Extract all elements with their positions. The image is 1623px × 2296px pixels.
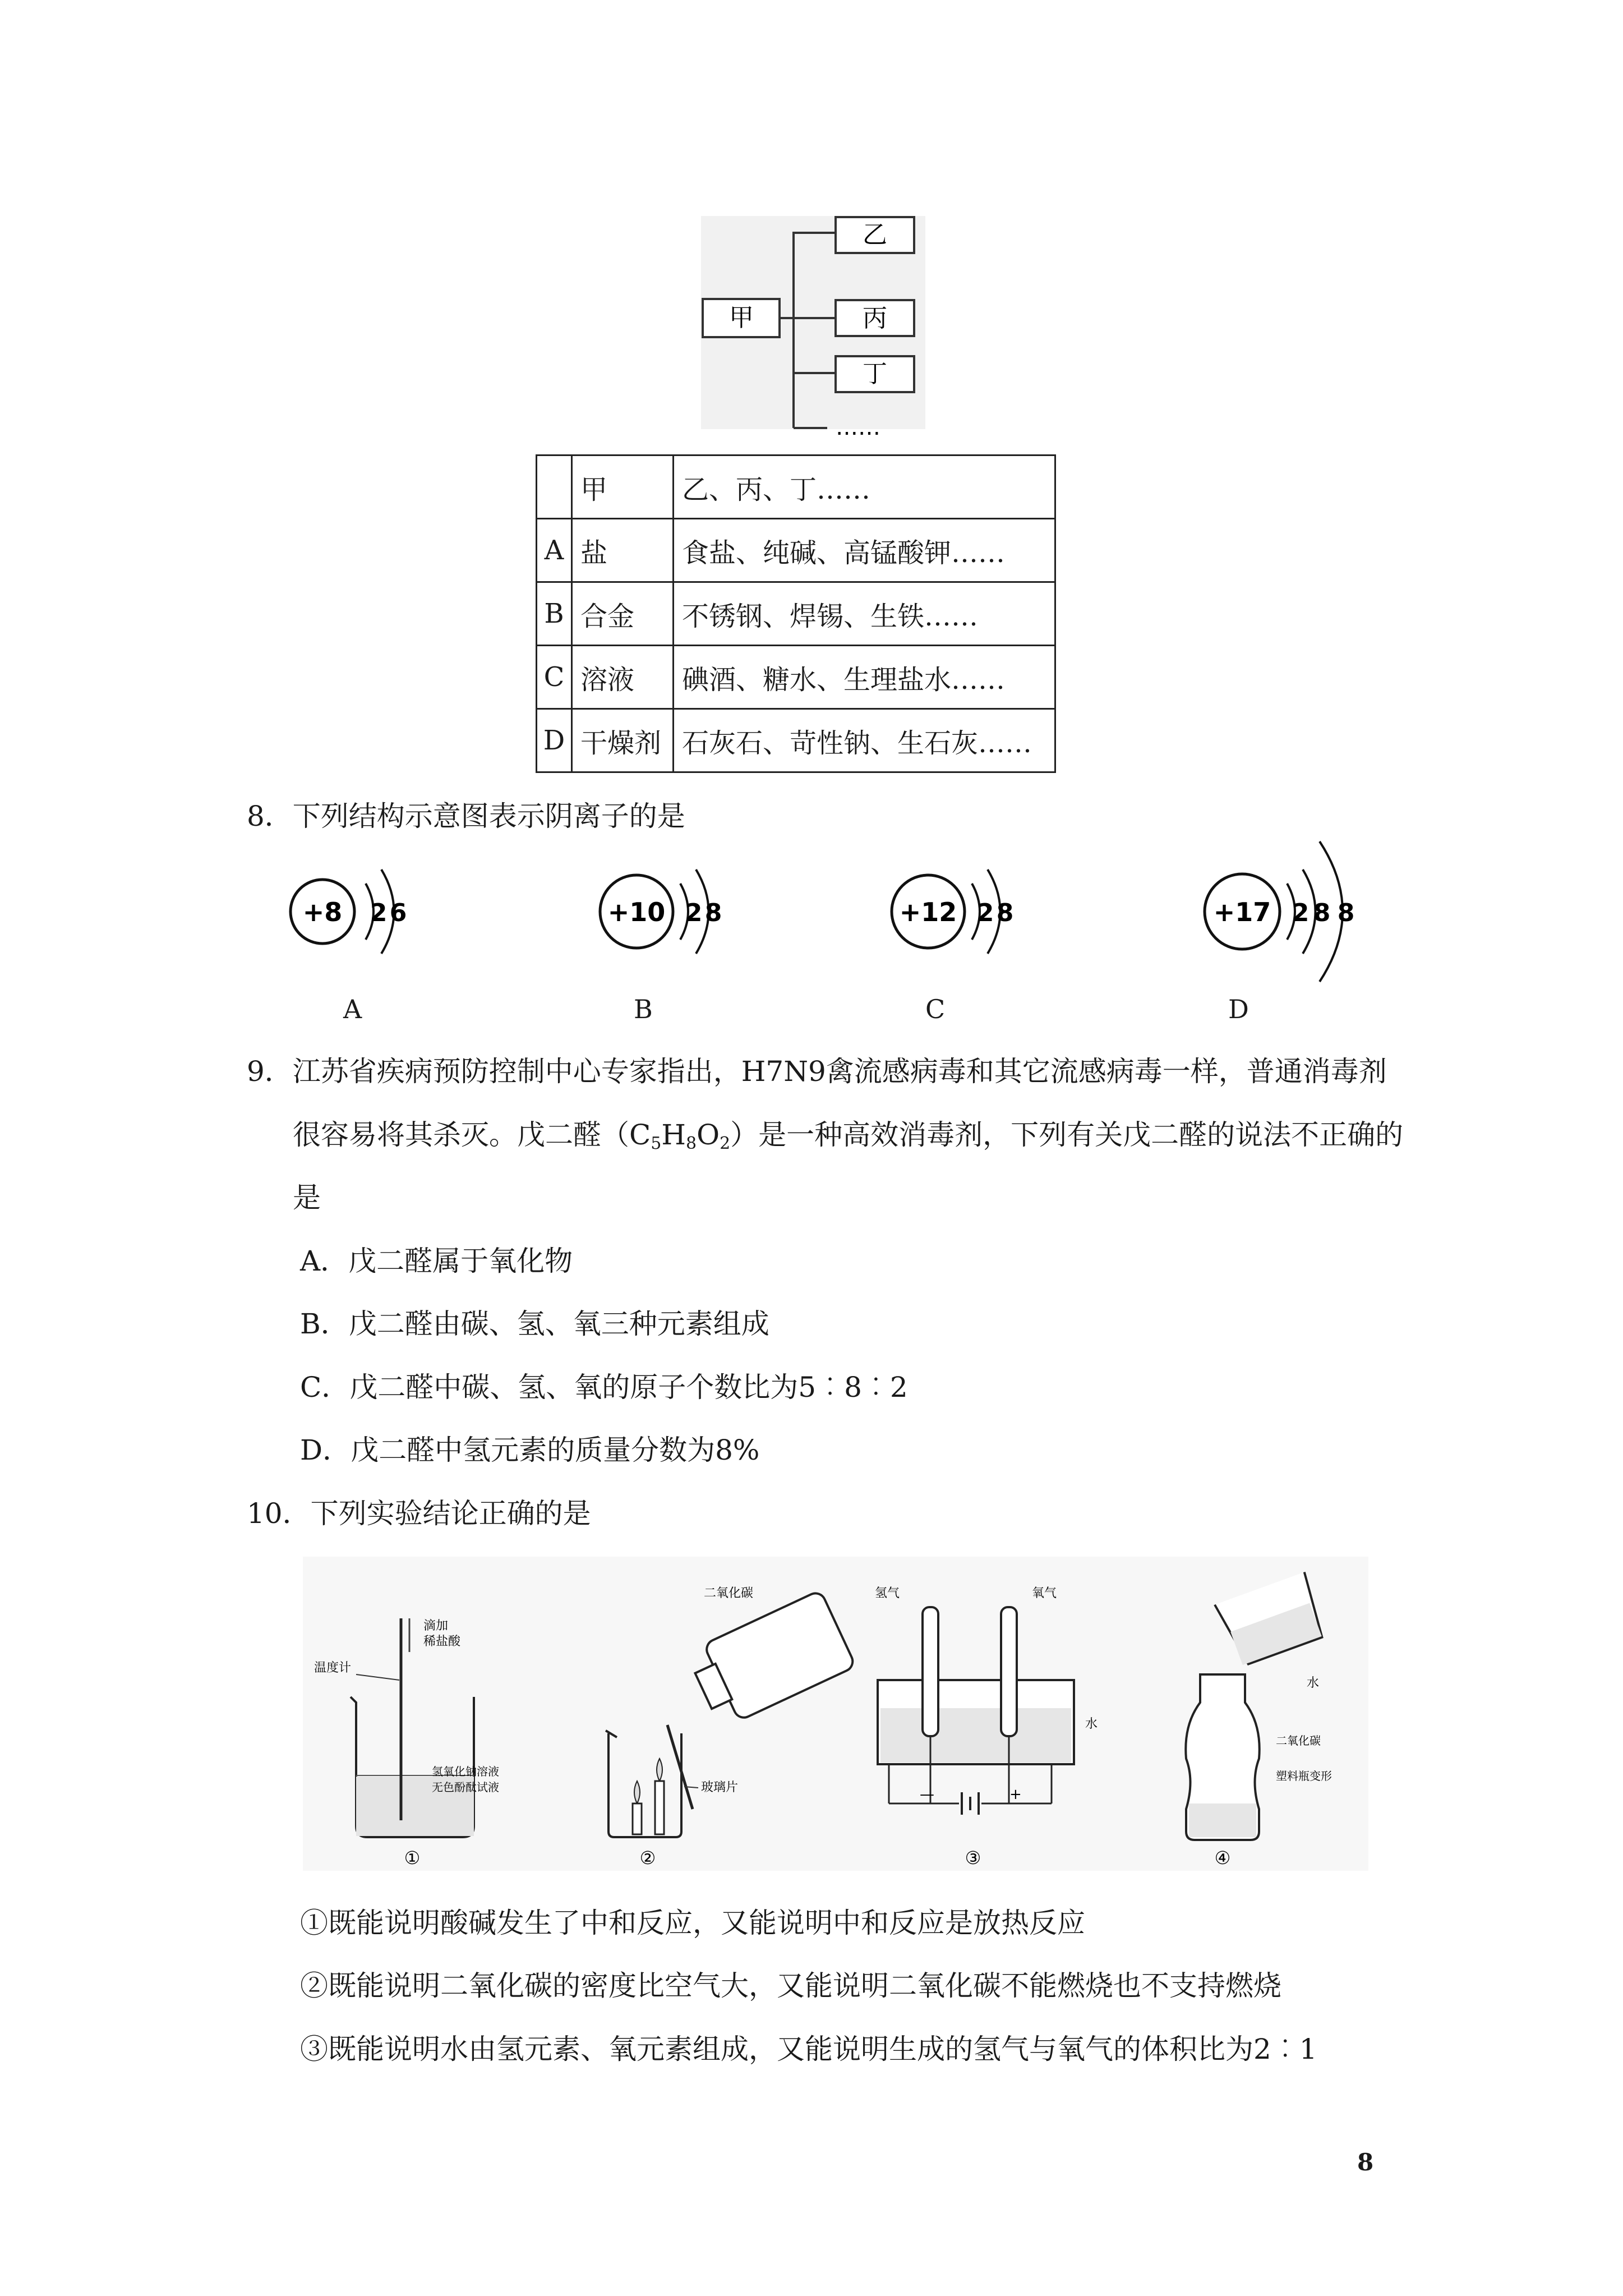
q9-stem-line2: 很容易将其杀灭。戊二醛$(C_5H_8O_2)$是一种高效消毒剂，下列有关戊二醛的说法不正确的 <box>293 1119 1404 1153</box>
svg-text:+: + <box>1009 1786 1022 1803</box>
table-cell: 碘酒、糖水、生理盐水…… <box>674 646 1055 709</box>
q8-option-d-diagram <box>1197 830 1382 995</box>
table-cell: D <box>537 709 572 772</box>
table-row <box>537 519 1055 582</box>
table-cell: 合金 <box>572 582 674 646</box>
tree-ellipsis: …… <box>836 415 880 440</box>
shell-count: 2 <box>976 899 994 927</box>
q8-option-c-diagram <box>883 841 1040 984</box>
q10-stem: 10．下列实验结论正确的是 <box>247 1497 591 1530</box>
table-header-row <box>537 455 1055 519</box>
svg-text:温度计: 温度计 <box>314 1661 352 1675</box>
q8-option-a-label: A <box>343 994 362 1024</box>
svg-text:塑料瓶变形: 塑料瓶变形 <box>1276 1769 1332 1783</box>
table-cell: 乙、丙、丁…… <box>674 455 1055 519</box>
shell-count: 2 <box>1292 899 1310 927</box>
shell-count: 6 <box>389 899 407 927</box>
nucleus-charge: +17 <box>1213 897 1271 927</box>
tree-root-label: 甲 <box>729 303 754 332</box>
svg-text:氧气: 氧气 <box>1032 1586 1057 1600</box>
figure-number: ④ <box>1214 1847 1231 1869</box>
page-number: 8 <box>1357 2148 1374 2176</box>
table-cell <box>537 455 572 519</box>
flame-icon <box>634 1781 640 1803</box>
flame-icon <box>657 1759 662 1781</box>
tree-child-label-2: 丙 <box>863 304 887 333</box>
table-cell: 甲 <box>572 455 674 519</box>
svg-text:氢气: 氢气 <box>875 1586 900 1600</box>
table-cell: 溶液 <box>572 646 674 709</box>
table-row <box>537 709 1055 772</box>
svg-text:水: 水 <box>1085 1717 1098 1731</box>
q8-stem: 8．下列结构示意图表示阴离子的是 <box>247 800 685 832</box>
nucleus-charge: +12 <box>899 897 957 927</box>
svg-text:稀盐酸: 稀盐酸 <box>423 1635 461 1649</box>
table-cell: A <box>537 519 572 582</box>
q10-statement-3: ③既能说明水由氢元素、氧元素组成，又能说明生成的氢气与氧气的体积比为2︰1 <box>300 2033 1317 2065</box>
svg-text:玻璃片: 玻璃片 <box>701 1780 739 1795</box>
svg-text:二氧化碳: 二氧化碳 <box>704 1586 754 1600</box>
svg-text:—: — <box>920 1786 934 1803</box>
shell-count: 2 <box>370 899 388 927</box>
svg-text:水: 水 <box>1307 1676 1320 1690</box>
nucleus-charge: +8 <box>302 897 343 927</box>
table-row <box>537 646 1055 709</box>
q9-option-a: A．戊二醛属于氧化物 <box>300 1245 573 1277</box>
q9-option-b: B．戊二醛由碳、氢、氧三种元素组成 <box>300 1308 769 1340</box>
shell-count: 2 <box>685 899 703 927</box>
shell-count: 8 <box>1337 899 1355 927</box>
table-cell: 不锈钢、焊锡、生铁…… <box>674 582 1055 646</box>
table-cell: 石灰石、苛性钠、生石灰…… <box>674 709 1055 772</box>
svg-text:氢氧化钠溶液: 氢氧化钠溶液 <box>432 1765 499 1778</box>
q9-option-d: D．戊二醛中氢元素的质量分数为8% <box>300 1434 760 1466</box>
table-cell: 盐 <box>572 519 674 582</box>
svg-text:二氧化碳: 二氧化碳 <box>1276 1734 1321 1747</box>
q8-option-a-diagram <box>286 841 432 984</box>
q9-option-c: C．戊二醛中碳、氢、氧的原子个数比为5︰8︰2 <box>300 1371 908 1404</box>
svg-text:无色酚酞试液: 无色酚酞试液 <box>432 1780 499 1794</box>
table-cell: B <box>537 582 572 646</box>
q8-option-b-diagram <box>592 841 749 984</box>
nucleus-charge: +10 <box>607 897 666 927</box>
classification-tree <box>701 216 937 443</box>
tree-child-label-3: 丁 <box>863 360 887 388</box>
tree-child-label-1: 乙 <box>863 220 887 249</box>
candle-icon <box>633 1803 642 1834</box>
svg-text:滴加: 滴加 <box>423 1619 449 1633</box>
shell-count: 8 <box>996 899 1014 927</box>
q8-option-d-label: D <box>1228 994 1249 1024</box>
table-row <box>537 582 1055 646</box>
shell-count: 8 <box>704 899 722 927</box>
shell-count: 8 <box>1313 899 1331 927</box>
q8-option-c-label: C <box>925 994 946 1024</box>
q10-statement-2: ②既能说明二氧化碳的密度比空气大，又能说明二氧化碳不能燃烧也不支持燃烧 <box>300 1970 1281 2002</box>
q8-option-b-label: B <box>634 994 653 1024</box>
q9-stem-line3: 是 <box>293 1181 321 1214</box>
table-cell: C <box>537 646 572 709</box>
classification-table <box>536 454 1056 773</box>
candle-icon <box>655 1781 664 1834</box>
test-tube-icon <box>923 1607 938 1736</box>
test-tube-icon <box>1001 1607 1017 1736</box>
figure-number: ① <box>404 1847 421 1869</box>
q10-statement-1: ①既能说明酸碱发生了中和反应，又能说明中和反应是放热反应 <box>300 1907 1085 1939</box>
q9-stem-line1: 9．江苏省疾病预防控制中心专家指出，H7N9禽流感病毒和其它流感病毒一样，普通消毒剂 <box>247 1055 1387 1088</box>
table-cell: 食盐、纯碱、高锰酸钾…… <box>674 519 1055 582</box>
table-cell: 干燥剂 <box>572 709 674 772</box>
experiment-apparatus-figure <box>303 1557 1368 1873</box>
figure-number: ③ <box>965 1847 981 1869</box>
figure-number: ② <box>639 1847 656 1869</box>
